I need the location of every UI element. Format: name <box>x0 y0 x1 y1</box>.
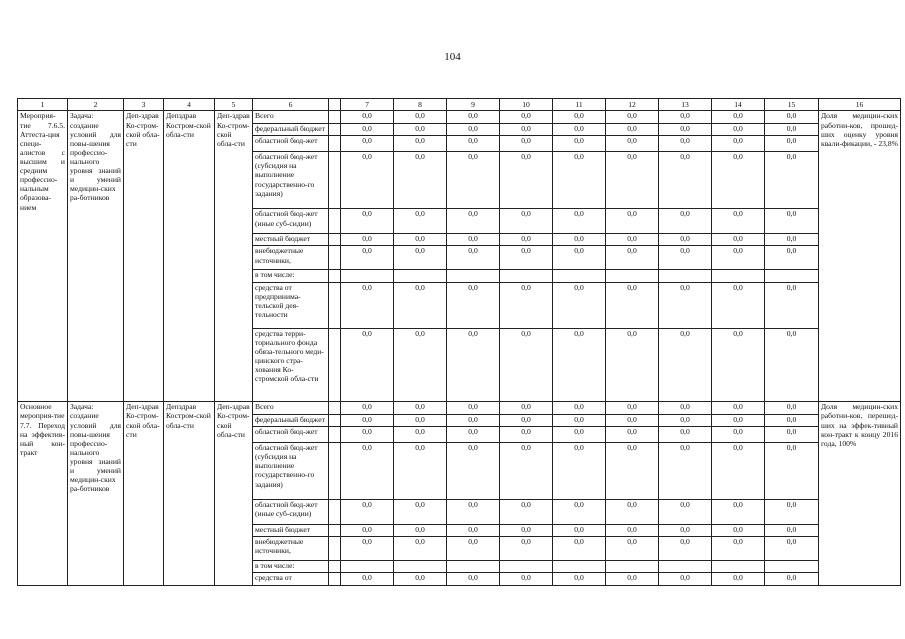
spacer-cell <box>329 500 341 525</box>
value-cell: 0,0 <box>712 209 765 234</box>
value-cell: 0,0 <box>606 234 659 246</box>
spacer-cell <box>329 234 341 246</box>
value-cell <box>712 560 765 572</box>
header-cell: 8 <box>394 99 447 111</box>
value-cell: 0,0 <box>712 136 765 152</box>
value-cell: 0,0 <box>553 524 606 536</box>
value-cell: 0,0 <box>500 500 553 525</box>
value-cell: 0,0 <box>606 246 659 270</box>
source-label-cell: областной бюд-жет (субсидия на выполнение государственно-го задания) <box>253 443 329 500</box>
value-cell: 0,0 <box>606 500 659 525</box>
value-cell: 0,0 <box>553 209 606 234</box>
header-cell: 13 <box>659 99 712 111</box>
value-cell: 0,0 <box>500 123 553 135</box>
value-cell: 0,0 <box>447 500 500 525</box>
value-cell: 0,0 <box>659 573 712 586</box>
value-cell: 0,0 <box>394 537 447 561</box>
value-cell: 0,0 <box>447 152 500 209</box>
value-cell: 0,0 <box>394 573 447 586</box>
value-cell: 0,0 <box>712 246 765 270</box>
value-cell: 0,0 <box>500 402 553 414</box>
value-cell: 0,0 <box>659 234 712 246</box>
value-cell: 0,0 <box>553 443 606 500</box>
value-cell: 0,0 <box>341 209 394 234</box>
header-cell: 9 <box>447 99 500 111</box>
value-cell: 0,0 <box>447 123 500 135</box>
value-cell: 0,0 <box>606 152 659 209</box>
value-cell: 0,0 <box>553 402 606 414</box>
spacer-cell <box>329 427 341 443</box>
value-cell: 0,0 <box>606 427 659 443</box>
value-cell: 0,0 <box>553 123 606 135</box>
source-label-cell: средства терри-ториального фонда обяза-тельного меди-цинского стра-хования Ко-стромской обла-сти <box>253 328 329 402</box>
value-cell: 0,0 <box>447 282 500 328</box>
value-cell: 0,0 <box>659 537 712 561</box>
value-cell: 0,0 <box>765 537 819 561</box>
value-cell <box>394 560 447 572</box>
value-cell: 0,0 <box>394 414 447 426</box>
value-cell: 0,0 <box>447 573 500 586</box>
value-cell: 0,0 <box>765 427 819 443</box>
table-header-row <box>18 99 901 111</box>
value-cell: 0,0 <box>659 136 712 152</box>
value-cell: 0,0 <box>500 427 553 443</box>
header-cell: 10 <box>500 99 553 111</box>
value-cell: 0,0 <box>341 136 394 152</box>
value-cell: 0,0 <box>659 282 712 328</box>
spacer-cell <box>329 282 341 328</box>
value-cell: 0,0 <box>341 234 394 246</box>
value-cell: 0,0 <box>394 209 447 234</box>
source-label-cell: областной бюд-жет (иные суб-сидии) <box>253 500 329 525</box>
source-label-cell: внебюджетные источники, <box>253 537 329 561</box>
value-cell: 0,0 <box>394 111 447 123</box>
source-label-cell: внебюджетные источники, <box>253 246 329 270</box>
value-cell: 0,0 <box>553 152 606 209</box>
value-cell: 0,0 <box>712 282 765 328</box>
value-cell <box>553 270 606 282</box>
value-cell: 0,0 <box>659 111 712 123</box>
value-cell: 0,0 <box>394 500 447 525</box>
value-cell: 0,0 <box>606 136 659 152</box>
executor-cell: Деп-здрав Ко-стром-ской обла-сти <box>124 402 164 586</box>
value-cell: 0,0 <box>500 414 553 426</box>
task-cell: Задача: создание условий для повы-шения профессио-нального уровня знаний и умений медицин-ских ра-ботников <box>68 402 124 586</box>
value-cell: 0,0 <box>606 443 659 500</box>
value-cell: 0,0 <box>394 427 447 443</box>
value-cell: 0,0 <box>712 328 765 402</box>
value-cell: 0,0 <box>606 414 659 426</box>
value-cell: 0,0 <box>712 234 765 246</box>
value-cell: 0,0 <box>553 282 606 328</box>
value-cell <box>765 270 819 282</box>
activity-cell: Основное мероприя-тие 7.7. Переход на эффектив-ный кон-тракт <box>18 402 68 586</box>
value-cell: 0,0 <box>447 427 500 443</box>
value-cell: 0,0 <box>659 524 712 536</box>
value-cell: 0,0 <box>712 123 765 135</box>
value-cell: 0,0 <box>765 402 819 414</box>
value-cell: 0,0 <box>394 328 447 402</box>
spacer-cell <box>329 328 341 402</box>
value-cell: 0,0 <box>341 500 394 525</box>
spacer-cell <box>329 524 341 536</box>
value-cell: 0,0 <box>659 328 712 402</box>
value-cell: 0,0 <box>341 328 394 402</box>
value-cell: 0,0 <box>765 246 819 270</box>
spacer-cell <box>329 443 341 500</box>
value-cell <box>712 270 765 282</box>
value-cell <box>341 270 394 282</box>
spacer-cell <box>329 136 341 152</box>
value-cell: 0,0 <box>394 282 447 328</box>
value-cell: 0,0 <box>394 524 447 536</box>
value-cell: 0,0 <box>712 573 765 586</box>
value-cell: 0,0 <box>447 414 500 426</box>
value-cell: 0,0 <box>606 524 659 536</box>
value-cell: 0,0 <box>500 234 553 246</box>
value-cell: 0,0 <box>500 328 553 402</box>
value-cell: 0,0 <box>606 282 659 328</box>
source-label-cell: областной бюд-жет (субсидия на выполнение государственно-го задания) <box>253 152 329 209</box>
value-cell: 0,0 <box>765 209 819 234</box>
value-cell: 0,0 <box>341 123 394 135</box>
value-cell: 0,0 <box>606 209 659 234</box>
value-cell: 0,0 <box>553 328 606 402</box>
header-cell: 3 <box>124 99 164 111</box>
spacer-cell <box>329 573 341 586</box>
value-cell: 0,0 <box>712 537 765 561</box>
value-cell: 0,0 <box>341 282 394 328</box>
value-cell: 0,0 <box>659 402 712 414</box>
executor-cell: Депздрав Костром-ской обла-сти <box>164 402 215 586</box>
source-label-cell: местный бюджет <box>253 524 329 536</box>
value-cell: 0,0 <box>341 414 394 426</box>
value-cell <box>447 270 500 282</box>
spacer-cell <box>329 111 341 123</box>
value-cell: 0,0 <box>765 573 819 586</box>
value-cell: 0,0 <box>712 152 765 209</box>
source-label-cell: в том числе: <box>253 270 329 282</box>
value-cell: 0,0 <box>765 136 819 152</box>
value-cell: 0,0 <box>606 123 659 135</box>
value-cell: 0,0 <box>447 136 500 152</box>
value-cell: 0,0 <box>341 537 394 561</box>
source-label-cell: средства от <box>253 573 329 586</box>
value-cell: 0,0 <box>394 246 447 270</box>
value-cell: 0,0 <box>606 537 659 561</box>
value-cell: 0,0 <box>553 573 606 586</box>
value-cell: 0,0 <box>500 111 553 123</box>
value-cell <box>606 560 659 572</box>
value-cell: 0,0 <box>765 524 819 536</box>
value-cell: 0,0 <box>659 246 712 270</box>
source-label-cell: средства от предпринима-тельской дея-тельности <box>253 282 329 328</box>
value-cell: 0,0 <box>659 500 712 525</box>
value-cell <box>553 560 606 572</box>
value-cell: 0,0 <box>659 209 712 234</box>
budget-table <box>17 98 901 586</box>
header-cell <box>329 99 341 111</box>
value-cell: 0,0 <box>447 246 500 270</box>
value-cell: 0,0 <box>394 152 447 209</box>
value-cell: 0,0 <box>712 443 765 500</box>
value-cell: 0,0 <box>341 402 394 414</box>
value-cell <box>394 270 447 282</box>
header-cell: 16 <box>819 99 901 111</box>
header-cell: 4 <box>164 99 215 111</box>
value-cell: 0,0 <box>765 111 819 123</box>
value-cell: 0,0 <box>712 524 765 536</box>
value-cell: 0,0 <box>341 427 394 443</box>
source-label-cell: Всего <box>253 111 329 123</box>
value-cell: 0,0 <box>553 537 606 561</box>
value-cell: 0,0 <box>447 111 500 123</box>
value-cell: 0,0 <box>341 246 394 270</box>
value-cell: 0,0 <box>712 500 765 525</box>
spacer-cell <box>329 270 341 282</box>
value-cell: 0,0 <box>606 402 659 414</box>
spacer-cell <box>329 123 341 135</box>
value-cell: 0,0 <box>341 524 394 536</box>
value-cell <box>500 560 553 572</box>
value-cell: 0,0 <box>553 246 606 270</box>
value-cell: 0,0 <box>500 246 553 270</box>
spacer-cell <box>329 537 341 561</box>
value-cell: 0,0 <box>553 136 606 152</box>
value-cell: 0,0 <box>553 234 606 246</box>
value-cell: 0,0 <box>500 524 553 536</box>
source-label-cell: областной бюд-жет (иные суб-сидии) <box>253 209 329 234</box>
spacer-cell <box>329 152 341 209</box>
value-cell: 0,0 <box>341 443 394 500</box>
value-cell: 0,0 <box>659 152 712 209</box>
value-cell: 0,0 <box>500 573 553 586</box>
table-row <box>18 111 901 123</box>
header-cell: 14 <box>712 99 765 111</box>
spacer-cell <box>329 402 341 414</box>
value-cell: 0,0 <box>447 234 500 246</box>
header-cell: 1 <box>18 99 68 111</box>
value-cell: 0,0 <box>553 427 606 443</box>
value-cell: 0,0 <box>447 328 500 402</box>
source-label-cell: Всего <box>253 402 329 414</box>
header-cell: 7 <box>341 99 394 111</box>
header-cell: 15 <box>765 99 819 111</box>
executor-cell: Деп-здрав Ко-стром-ской обла-сти <box>215 111 253 402</box>
value-cell <box>659 270 712 282</box>
value-cell: 0,0 <box>394 136 447 152</box>
value-cell: 0,0 <box>765 414 819 426</box>
value-cell <box>341 560 394 572</box>
header-cell: 5 <box>215 99 253 111</box>
activity-cell: Мероприя-тие 7.6.5. Аттеста-ция специ-алистов с высшим и средним профессио-нальным образова-нием <box>18 111 68 402</box>
value-cell: 0,0 <box>765 234 819 246</box>
value-cell: 0,0 <box>712 414 765 426</box>
value-cell <box>659 560 712 572</box>
task-cell: Задача: создание условий для повы-шения профессио-нального уровня знаний и умений медицин-ских ра-ботников <box>68 111 124 402</box>
value-cell: 0,0 <box>500 152 553 209</box>
header-cell: 6 <box>253 99 329 111</box>
header-cell: 12 <box>606 99 659 111</box>
value-cell: 0,0 <box>394 443 447 500</box>
value-cell: 0,0 <box>394 234 447 246</box>
value-cell: 0,0 <box>500 282 553 328</box>
value-cell: 0,0 <box>447 402 500 414</box>
value-cell: 0,0 <box>500 136 553 152</box>
value-cell: 0,0 <box>765 328 819 402</box>
value-cell: 0,0 <box>341 573 394 586</box>
value-cell: 0,0 <box>659 443 712 500</box>
header-cell: 11 <box>553 99 606 111</box>
value-cell <box>606 270 659 282</box>
value-cell: 0,0 <box>712 111 765 123</box>
source-label-cell: федеральный бюджет <box>253 414 329 426</box>
value-cell: 0,0 <box>765 152 819 209</box>
value-cell: 0,0 <box>394 123 447 135</box>
value-cell <box>500 270 553 282</box>
executor-cell: Депздрав Костром-ской обла-сти <box>164 111 215 402</box>
source-label-cell: областной бюд-жет <box>253 136 329 152</box>
value-cell <box>447 560 500 572</box>
value-cell <box>765 560 819 572</box>
value-cell: 0,0 <box>659 414 712 426</box>
value-cell: 0,0 <box>712 402 765 414</box>
value-cell: 0,0 <box>553 111 606 123</box>
value-cell: 0,0 <box>659 427 712 443</box>
spacer-cell <box>329 246 341 270</box>
value-cell: 0,0 <box>765 500 819 525</box>
value-cell: 0,0 <box>341 111 394 123</box>
header-cell: 2 <box>68 99 124 111</box>
executor-cell: Деп-здрав Ко-стром-ской обла-сти <box>124 111 164 402</box>
source-label-cell: в том числе: <box>253 560 329 572</box>
value-cell: 0,0 <box>553 414 606 426</box>
table-row <box>18 402 901 414</box>
page-number: 104 <box>444 51 461 63</box>
indicator-cell: Доля медицин-ских работни-ков, прошед-ших оценку уровня квали-фикации, - 23,8% <box>819 111 901 402</box>
value-cell: 0,0 <box>500 443 553 500</box>
spacer-cell <box>329 209 341 234</box>
value-cell: 0,0 <box>447 443 500 500</box>
value-cell: 0,0 <box>500 537 553 561</box>
source-label-cell: федеральный бюджет <box>253 123 329 135</box>
value-cell: 0,0 <box>553 500 606 525</box>
value-cell: 0,0 <box>606 111 659 123</box>
value-cell: 0,0 <box>765 443 819 500</box>
value-cell: 0,0 <box>712 427 765 443</box>
value-cell: 0,0 <box>765 123 819 135</box>
value-cell: 0,0 <box>659 123 712 135</box>
value-cell: 0,0 <box>447 537 500 561</box>
executor-cell: Деп-здрав Ко-стром-ской обла-сти <box>215 402 253 586</box>
indicator-cell: Доля медицин-ских работни-ков, перешед-ших на эффек-тивный кон-тракт к концу 2016 года, 100% <box>819 402 901 586</box>
source-label-cell: местный бюджет <box>253 234 329 246</box>
value-cell: 0,0 <box>341 152 394 209</box>
value-cell: 0,0 <box>765 282 819 328</box>
value-cell: 0,0 <box>606 328 659 402</box>
value-cell: 0,0 <box>394 402 447 414</box>
value-cell: 0,0 <box>500 209 553 234</box>
spacer-cell <box>329 560 341 572</box>
value-cell: 0,0 <box>447 209 500 234</box>
spacer-cell <box>329 414 341 426</box>
source-label-cell: областной бюд-жет <box>253 427 329 443</box>
value-cell: 0,0 <box>447 524 500 536</box>
value-cell: 0,0 <box>606 573 659 586</box>
